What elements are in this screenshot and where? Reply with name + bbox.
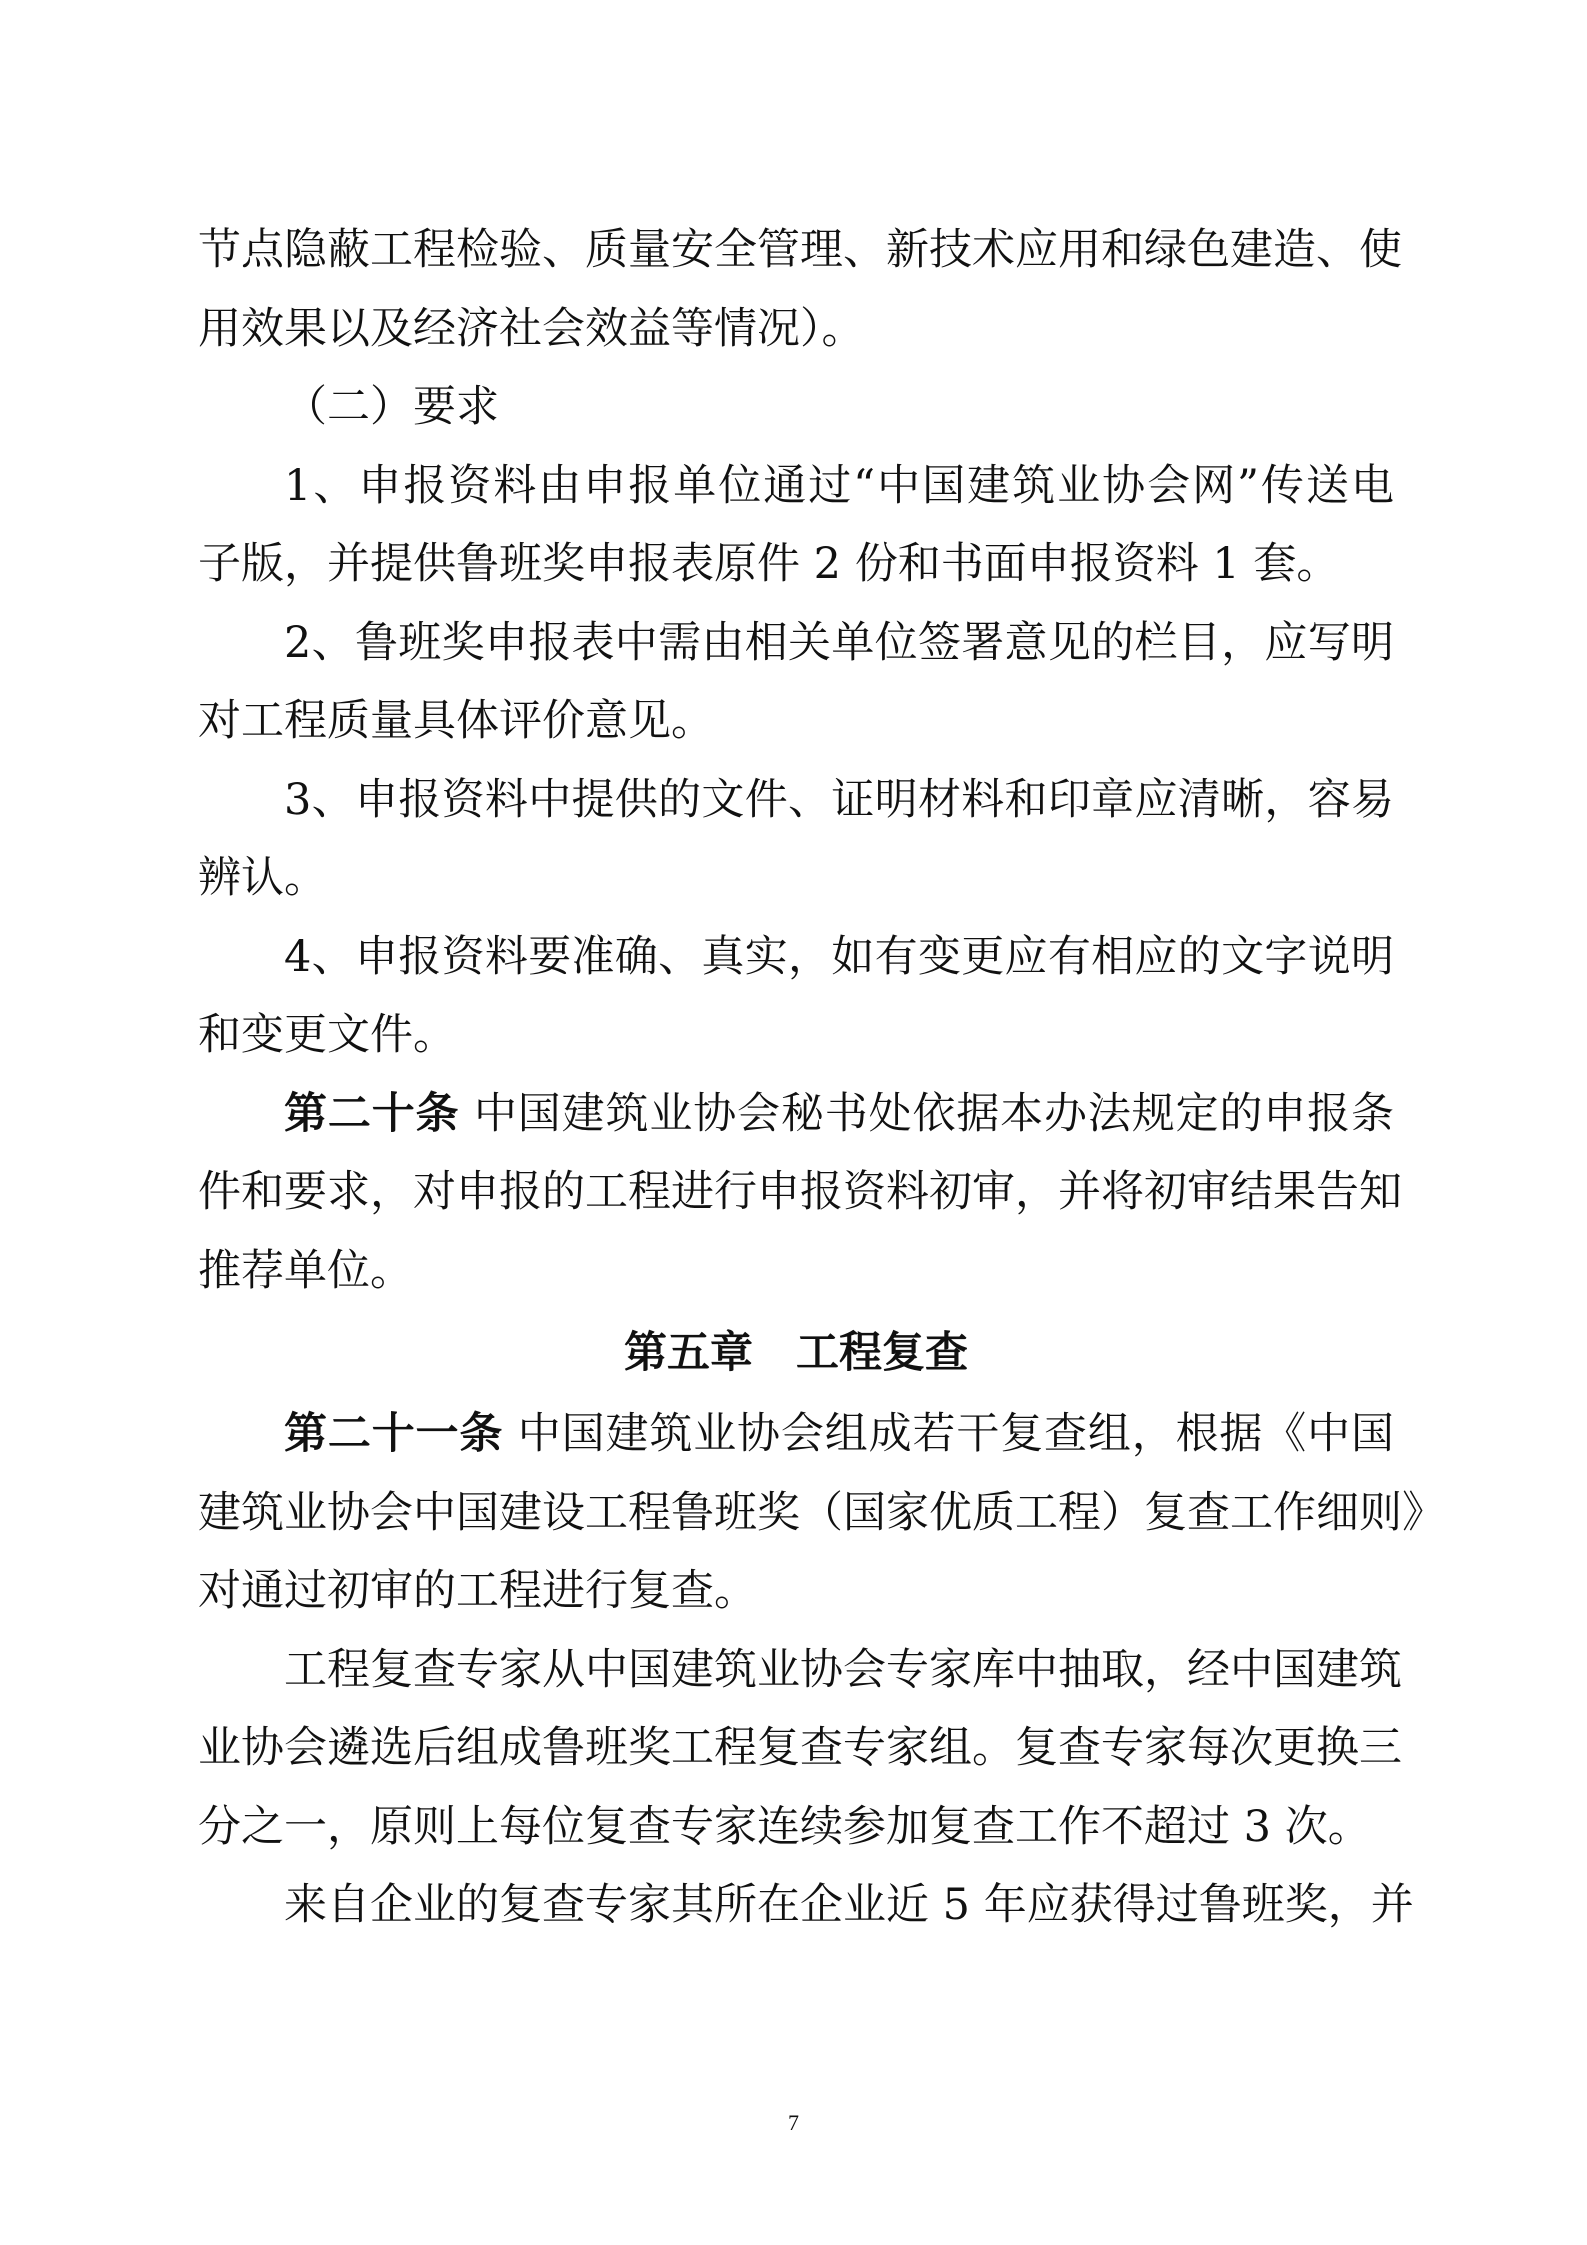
article-20-line: 件和要求，对申报的工程进行申报资料初审，并将初审结果告知 [198, 1167, 1402, 1217]
paragraph-line: 节点隐蔽工程检验、质量安全管理、新技术应用和绿色建造、使 [198, 225, 1402, 275]
list-item-3-line: 辨认。 [198, 853, 327, 903]
list-item-4-line: 和变更文件。 [198, 1010, 456, 1060]
list-item-1-line: 子版，并提供鲁班奖申报表原件 2 份和书面申报资料 1 套。 [198, 539, 1340, 589]
list-item-2-line: 2、鲁班奖申报表中需由相关单位签署意见的栏目，应写明 [284, 618, 1394, 668]
paragraph-line: 工程复查专家从中国建筑业协会专家库中抽取，经中国建筑 [284, 1645, 1402, 1695]
article-21-line [198, 1408, 1394, 1460]
paragraph-line: 来自企业的复查专家其所在企业近 5 年应获得过鲁班奖，并 [284, 1880, 1414, 1930]
list-item-3-line: 3、申报资料中提供的文件、证明材料和印章应清晰，容易 [284, 775, 1394, 825]
list-item-1-line: 1、申报资料由申报单位通过“中国建筑业协会网”传送电 [284, 461, 1394, 511]
article-text: 中国建筑业协会秘书处依据本办法规定的申报条 [459, 1089, 1395, 1139]
paragraph-line: 业协会遴选后组成鲁班奖工程复查专家组。复查专家每次更换三 [198, 1723, 1402, 1773]
section-heading: （二）要求 [284, 382, 499, 432]
article-21-line: 对通过初审的工程进行复查。 [198, 1566, 757, 1616]
article-number: 第二十一条 [284, 1409, 504, 1459]
paragraph-line: 用效果以及经济社会效益等情况）。 [198, 304, 865, 354]
page-number: 7 [788, 2110, 799, 2135]
article-text: 中国建筑业协会组成若干复查组，根据《中国 [503, 1409, 1394, 1459]
list-item-2-line: 对工程质量具体评价意见。 [198, 696, 714, 746]
article-number: 第二十条 [284, 1089, 460, 1139]
article-21-line: 建筑业协会中国建设工程鲁班奖（国家优质工程）复查工作细则》 [198, 1488, 1445, 1538]
list-item-4-line: 4、申报资料要准确、真实，如有变更应有相应的文字说明 [284, 932, 1394, 982]
article-20-line [198, 1088, 1394, 1140]
chapter-heading: 第五章 工程复查 [624, 1328, 968, 1378]
paragraph-line: 分之一，原则上每位复查专家连续参加复查工作不超过 3 次。 [198, 1802, 1371, 1852]
article-20-line: 推荐单位。 [198, 1246, 413, 1296]
